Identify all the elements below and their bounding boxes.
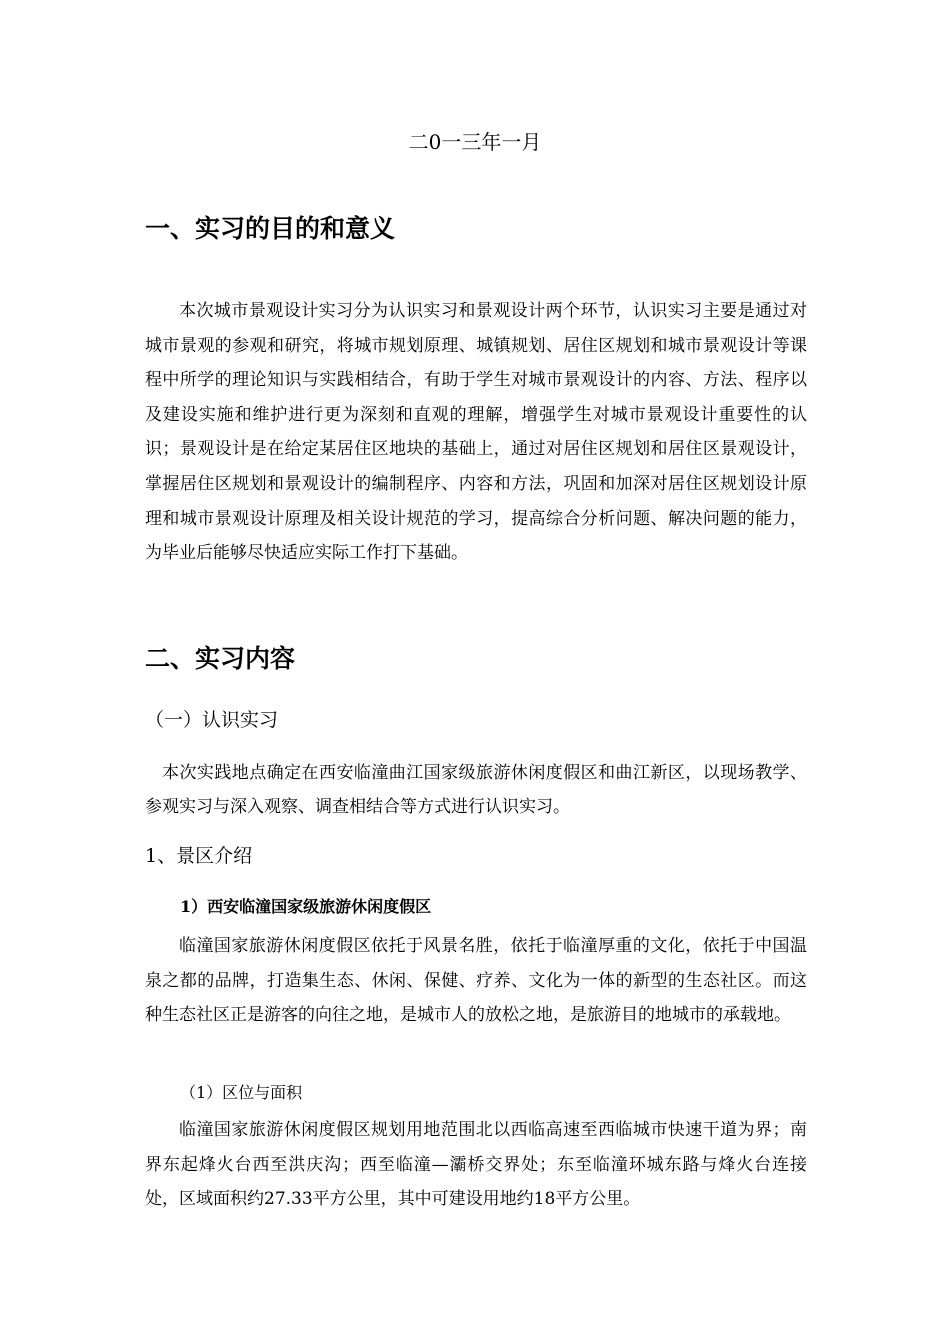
date-line: 二0一三年一月: [408, 130, 542, 154]
purpose-paragraph: 本次城市景观设计实习分为认识实习和景观设计两个环节，认识实习主要是通过对城市景观的参观和研究，将城市规划原理、城镇规划、居住区规划和城市景观设计等课程中所学的理论知识与实践相结合，有助于学生对城市景观设计的内容、方法、程序以及建设实施和维护进行更为深刻和直观的理解，增强学生对城市景观设计重要性的认识；景观设计是在给定某居住区地块的基础上，通过对居住区规划和居住区景观设计，掌握居住区规划和景观设计的编制程序、内容和方法，巩固和加深对居住区规划设计原理和城市景观设计原理及相关设计规范的学习，提高综合分析问题、解决问题的能力，为毕业后能够尽快适应实际工作打下基础。: [145, 301, 807, 564]
subitem-heading-lintong-resort: 1）西安临潼国家级旅游休闲度假区: [180, 897, 432, 916]
cognition-paragraph: 本次实践地点确定在西安临潼曲江国家级旅游休闲度假区和曲江新区，以现场教学、参观实习与深入观察、调查相结合等方式进行认识实习。: [145, 763, 807, 817]
lintong-resort-paragraph: 临潼国家旅游休闲度假区依托于风景名胜，依托于临潼厚重的文化，依托于中国温泉之都的品牌，打造集生态、休闲、保健、疗养、文化为一体的新型的生态社区。而这种生态社区正是游客的向往之地，是城市人的放松之地，是旅游目的地城市的承载地。: [145, 936, 807, 1025]
subsection-heading-cognition: （一）认识实习: [145, 709, 279, 731]
item-heading-scenic-intro: 1、景区介绍: [145, 845, 253, 867]
section-heading-content: 二、实习内容: [145, 644, 296, 673]
point-heading-location-area: （1）区位与面积: [180, 1083, 303, 1102]
section-heading-purpose: 一、实习的目的和意义: [145, 214, 396, 243]
location-area-paragraph: 临潼国家旅游休闲度假区规划用地范围北以西临高速至西临城市快速干道为界；南界东起烽火台西至洪庆沟；西至临潼—灞桥交界处；东至临潼环城东路与烽火台连接处，区域面积约27.33平方公里，其中可建设用地约18平方公里。: [145, 1120, 807, 1209]
